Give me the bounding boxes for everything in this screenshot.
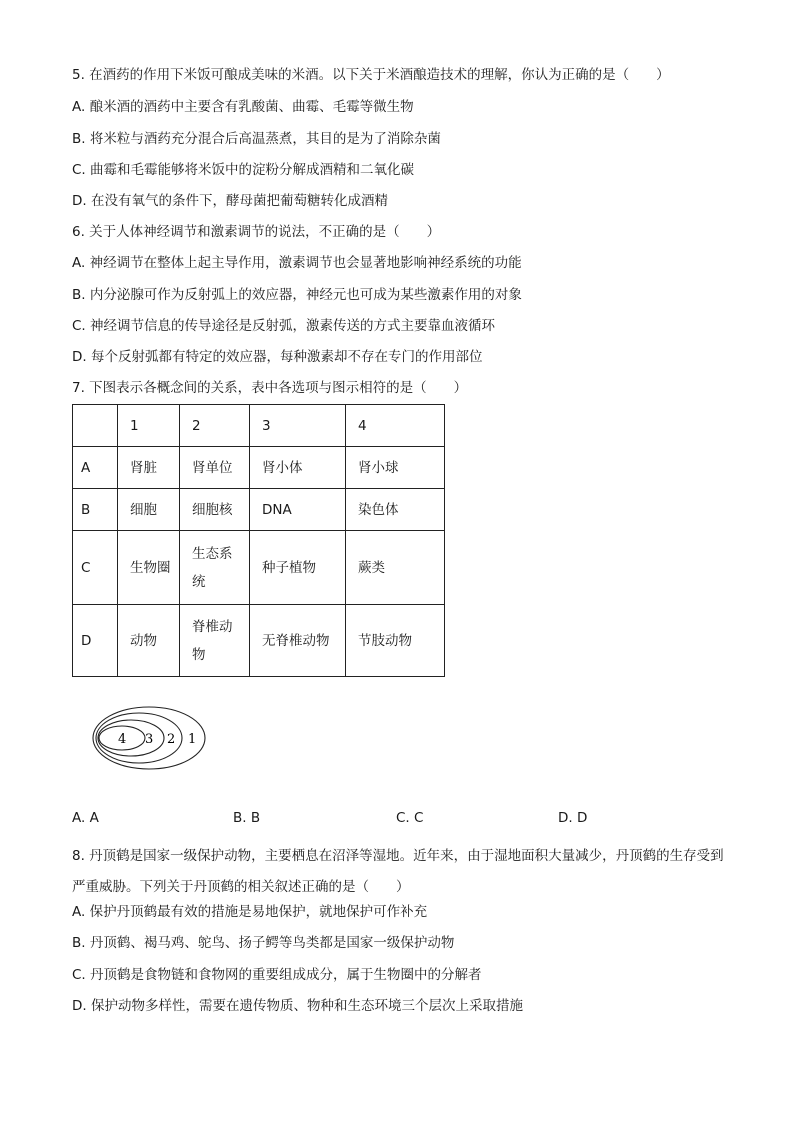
table-row xyxy=(73,605,445,677)
table-row xyxy=(73,447,445,489)
table-cell: 染色体 xyxy=(346,489,445,531)
q7-option-a: A. A xyxy=(72,810,99,826)
table-cell: 肾小体 xyxy=(250,447,346,489)
table-cell: C xyxy=(73,531,118,605)
q7-option-c: C. C xyxy=(396,810,424,826)
table-cell: D xyxy=(73,605,118,677)
q6-option-c: C. 神经调节信息的传导途径是反射弧，激素传送的方式主要靠血液循环 xyxy=(72,318,496,334)
ellipse-label-2: 2 xyxy=(167,732,176,747)
q8-option-d: D. 保护动物多样性，需要在遗传物质、物种和生态环境三个层次上采取措施 xyxy=(72,998,523,1014)
q7-option-d: D. D xyxy=(558,810,588,826)
ellipse-label-3: 3 xyxy=(145,732,154,747)
table-cell: DNA xyxy=(250,489,346,531)
table-cell: 无脊椎动物 xyxy=(250,605,346,677)
table-cell: 细胞核 xyxy=(180,489,250,531)
table-cell: 蕨类 xyxy=(346,531,445,605)
q8-option-b: B. 丹顶鹤、褐马鸡、鸵鸟、扬子鳄等鸟类都是国家一级保护动物 xyxy=(72,935,455,951)
q8-stem: 8. 丹顶鹤是国家一级保护动物，主要栖息在沼泽等湿地。近年来，由于湿地面积大量减少，丹顶鹤的生存受到严重威胁。下列关于丹顶鹤的相关叙述正确的是（ ） xyxy=(72,848,724,895)
table-cell: 3 xyxy=(250,405,346,447)
q6-option-a: A. 神经调节在整体上起主导作用，激素调节也会显著地影响神经系统的功能 xyxy=(72,255,522,271)
table-cell: B xyxy=(73,489,118,531)
table-cell: 节肢动物 xyxy=(346,605,445,677)
table-cell: 4 xyxy=(346,405,445,447)
table-cell: 动物 xyxy=(118,605,180,677)
table-row xyxy=(73,531,445,605)
q8-option-a: A. 保护丹顶鹤最有效的措施是易地保护，就地保护可作补充 xyxy=(72,904,428,920)
table-cell: 细胞 xyxy=(118,489,180,531)
concept-table xyxy=(72,404,445,677)
q8-option-c: C. 丹顶鹤是食物链和食物网的重要组成成分，属于生物圈中的分解者 xyxy=(72,967,482,983)
nested-ellipses-diagram xyxy=(90,700,220,776)
table-cell: 生态系统 xyxy=(180,531,250,605)
q7-stem: 7. 下图表示各概念间的关系，表中各选项与图示相符的是（ ） xyxy=(72,380,468,396)
q6-option-d: D. 每个反射弧都有特定的效应器，每种激素却不存在专门的作用部位 xyxy=(72,349,483,365)
q7-option-b: B. B xyxy=(233,810,261,826)
table-cell: 生物圈 xyxy=(118,531,180,605)
table-header-row xyxy=(73,405,445,447)
q5-option-c: C. 曲霉和毛霉能够将米饭中的淀粉分解成酒精和二氧化碳 xyxy=(72,162,415,178)
q7-answer-options xyxy=(72,810,732,830)
q5-stem: 5. 在酒药的作用下米饭可酿成美味的米酒。以下关于米酒酿造技术的理解，你认为正确的是（ ） xyxy=(72,67,670,83)
table-cell: 肾小球 xyxy=(346,447,445,489)
table-cell: 2 xyxy=(180,405,250,447)
ellipse-label-4: 4 xyxy=(118,732,127,747)
ellipse-3 xyxy=(98,720,164,756)
table-cell: A xyxy=(73,447,118,489)
table-cell: 肾脏 xyxy=(118,447,180,489)
table-cell xyxy=(73,405,118,447)
q6-stem: 6. 关于人体神经调节和激素调节的说法，不正确的是（ ） xyxy=(72,224,441,240)
table-cell: 肾单位 xyxy=(180,447,250,489)
q6-option-b: B. 内分泌腺可作为反射弧上的效应器，神经元也可成为某些激素作用的对象 xyxy=(72,287,522,303)
table-cell: 种子植物 xyxy=(250,531,346,605)
ellipse-label-1: 1 xyxy=(188,732,197,747)
q5-option-b: B. 将米粒与酒药充分混合后高温蒸煮，其目的是为了消除杂菌 xyxy=(72,131,441,147)
q5-option-a: A. 酿米酒的酒药中主要含有乳酸菌、曲霉、毛霉等微生物 xyxy=(72,99,414,115)
table-row xyxy=(73,489,445,531)
q5-option-d: D. 在没有氧气的条件下，酵母菌把葡萄糖转化成酒精 xyxy=(72,193,388,209)
table-cell: 脊椎动物 xyxy=(180,605,250,677)
table-cell: 1 xyxy=(118,405,180,447)
